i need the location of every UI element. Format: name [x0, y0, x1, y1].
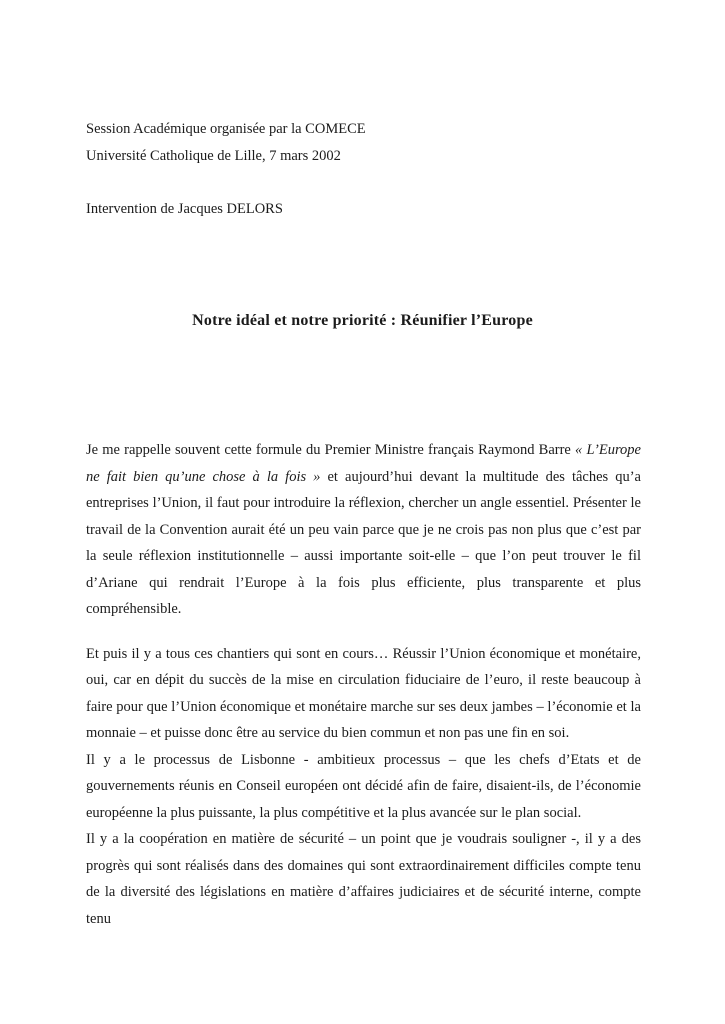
paragraph-2: Et puis il y a tous ces chantiers qui sont en cours… Réussir l’Union économique et monétaire, oui, car en dépit du succès de la mise en circulation fiduciaire de l’euro, il reste beaucoup à faire pour que l’Union économique et monétaire marche sur ses deux jambes – l’économie et la monnaie – et puisse donc être au service du bien commun et non pas une fin en soi.	[86, 645, 641, 741]
paragraph-4: Il y a la coopération en matière de sécurité – un point que je voudrais souligner -, il y a des progrès qui sont réalisés dans des domaines qui sont extraordinairement difficiles compte tenu de la diversité des législations en matière d’affaires judiciaires et de sécurité interne, compte tenu	[86, 831, 641, 927]
session-line: Session Académique organisée par la COMECE	[86, 121, 366, 137]
speaker-line: Intervention de Jacques DELORS	[86, 201, 283, 217]
document-body	[86, 437, 641, 932]
paragraph-1-quote: « L’Europe ne fait bien qu’une chose à la fois »	[86, 442, 641, 485]
document-header	[86, 116, 640, 223]
paragraph-3: Il y a le processus de Lisbonne - ambitieux processus – que les chefs d’Etats et de gouvernements réunis en Conseil européen ont décidé afin de faire, disaient-ils, de l’économie européenne la plus puissante, la plus compétitive et la plus avancée sur le plan social.	[86, 751, 641, 821]
paragraph-1-before-quote: Je me rappelle souvent cette formule du Premier Ministre français Raymond Barre	[86, 442, 576, 458]
document-title: Notre idéal et notre priorité : Réunifier l’Europe	[192, 312, 533, 329]
venue-line: Université Catholique de Lille, 7 mars 2002	[86, 148, 341, 164]
paragraph-1-after-quote: et aujourd’hui devant la multitude des tâches qu’a entreprises l’Union, il faut pour introduire la réflexion, chercher un angle essentiel. Présenter le travail de la Convention aurait été un peu vain parce que je ne crois pas non plus que c’est par la seule réflexion institutionnelle – aussi importante soit-elle – que l’on peut trouver le fil d’Ariane qui rendrait l’Europe à la fois plus efficiente, plus transparente et plus compréhensible.	[86, 468, 641, 617]
paragraph-1	[86, 437, 641, 623]
